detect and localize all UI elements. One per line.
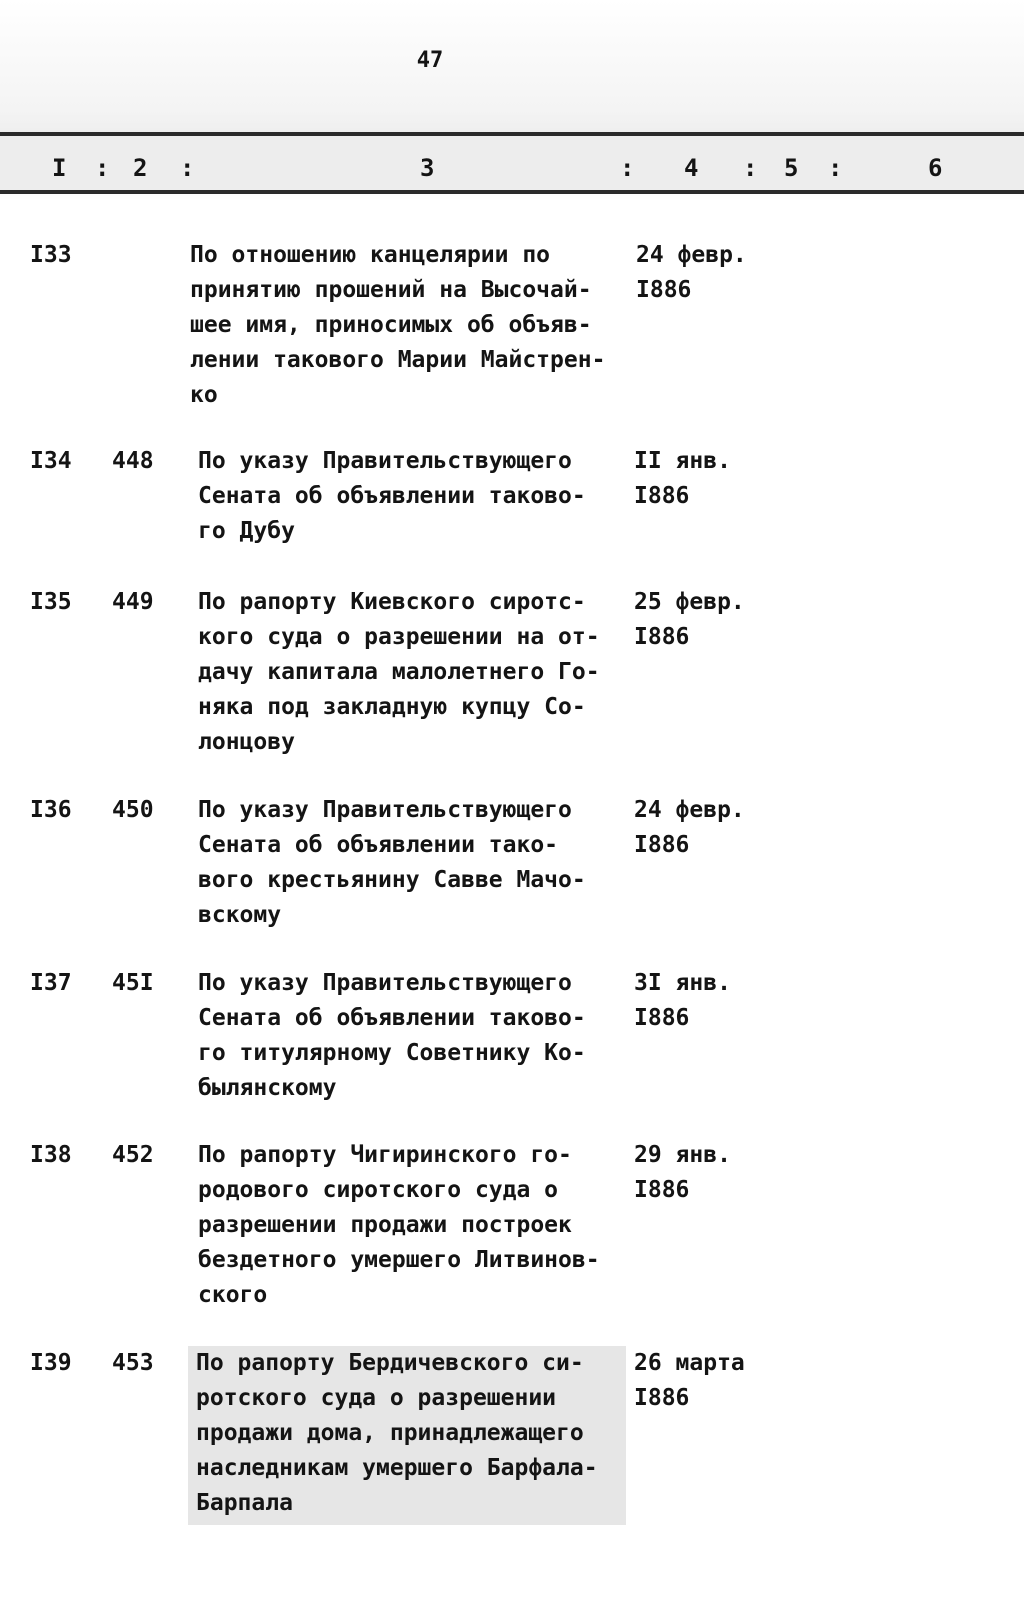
entry-reference: 452	[112, 1142, 154, 1168]
entry-number: I35	[30, 589, 72, 615]
entry-date: II янв. I886	[634, 448, 731, 509]
column-header-2: 2	[133, 154, 148, 182]
entry-date: 26 марта I886	[634, 1350, 745, 1411]
entry-reference: 448	[112, 448, 154, 474]
entry-date: 3I янв. I886	[634, 970, 731, 1031]
entry-description: По рапорту Киевского сиротс- кого суда о разрешении на от- дачу капитала малолетнего Го- няка под закладную купцу Со- лонцову	[198, 589, 600, 755]
column-separator: :	[828, 154, 843, 182]
entry-date: 24 февр. I886	[636, 242, 747, 303]
column-header-5: 5	[784, 154, 799, 182]
entry-description: По указу Правительствующего Сената об объявлении таково- го Дубу	[198, 448, 586, 544]
entry-date: 25 февр. I886	[634, 589, 745, 650]
entry-description: По рапорту Бердичевского си- ротского суда о разрешении продажи дома, принадлежащего наследникам умершего Барфала- Барпала	[188, 1346, 626, 1525]
entry-number: I38	[30, 1142, 72, 1168]
entry-reference: 449	[112, 589, 154, 615]
entry-date: 29 янв. I886	[634, 1142, 731, 1203]
column-header-3: 3	[420, 154, 435, 182]
column-header-4: 4	[684, 154, 699, 182]
entry-reference: 45I	[112, 970, 154, 996]
page-number: 47	[416, 48, 444, 73]
entry-date: 24 февр. I886	[634, 797, 745, 858]
column-separator: :	[620, 154, 635, 182]
entry-description: По рапорту Чигиринского го- родового сиротского суда о разрешении продажи построек бездетного умершего Литвинов- ского	[198, 1142, 600, 1308]
column-header-band	[0, 132, 1024, 194]
entry-number: I33	[30, 242, 72, 268]
entry-description: По указу Правительствующего Сената об объявлении тако- вого крестьянину Савве Мачо- вскому	[198, 797, 586, 928]
column-separator: :	[743, 154, 758, 182]
entry-reference: 450	[112, 797, 154, 823]
entry-number: I37	[30, 970, 72, 996]
column-separator: :	[180, 154, 195, 182]
entry-description: По указу Правительствующего Сената об объявлении таково- го титулярному Советнику Ко- былянскому	[198, 970, 586, 1101]
entry-number: I34	[30, 448, 72, 474]
entry-number: I39	[30, 1350, 72, 1376]
column-header-1: I	[52, 154, 67, 182]
entry-description: По отношению канцелярии по принятию прошений на Высочай- шее имя, приносимых об объяв- лении такового Марии Майстрен- ко	[190, 242, 606, 408]
entry-number: I36	[30, 797, 72, 823]
column-separator: :	[95, 154, 110, 182]
entry-reference: 453	[112, 1350, 154, 1376]
column-header-6: 6	[928, 154, 943, 182]
